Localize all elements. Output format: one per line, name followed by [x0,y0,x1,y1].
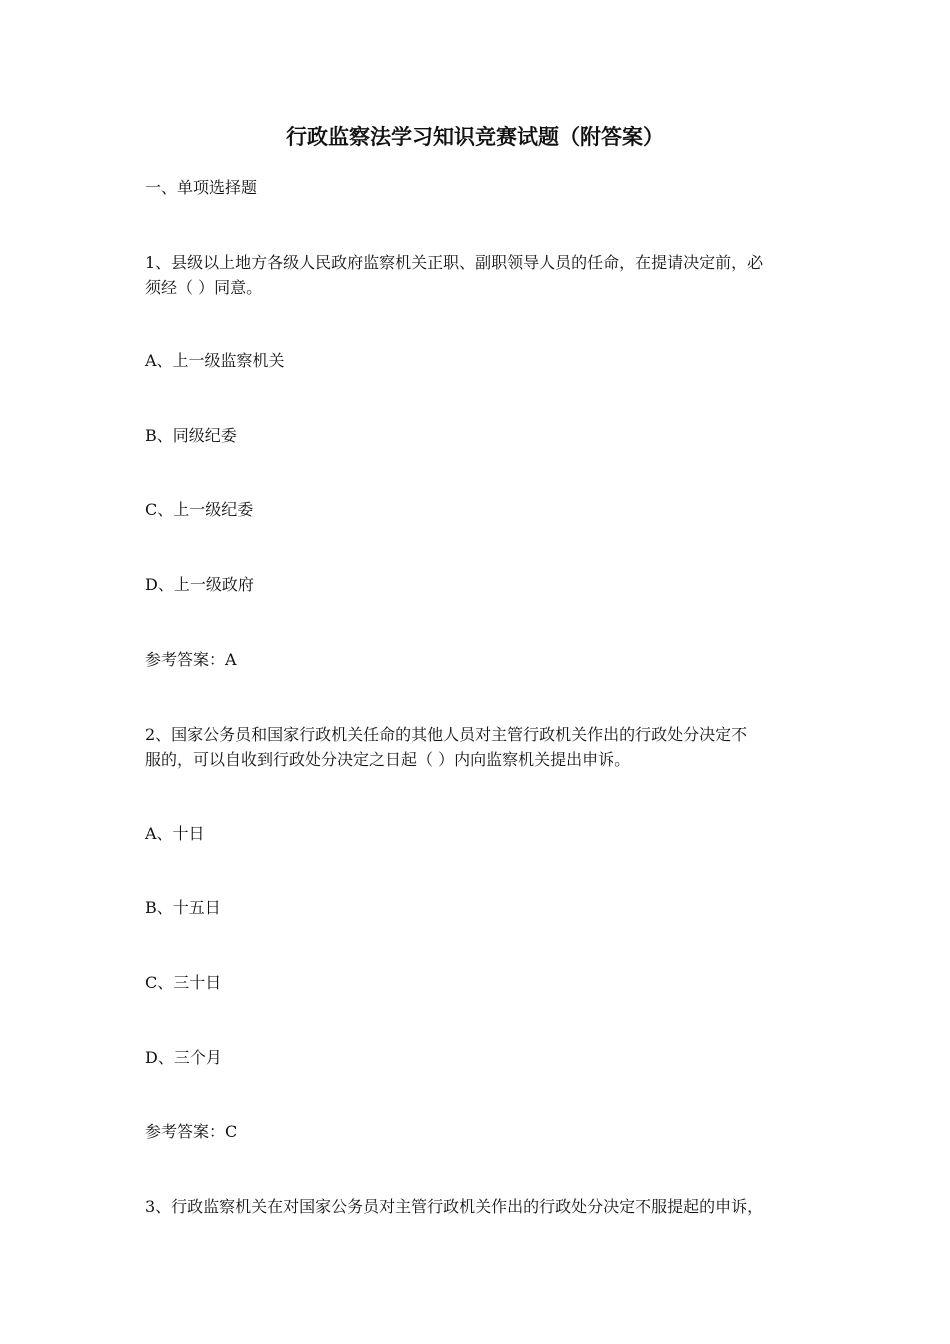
question-2-option-b: B、十五日 [145,898,221,917]
question-1-option-a: A、上一级监察机关 [145,351,285,370]
question-1-stem-line-2: 须经（ ）同意。 [145,278,263,297]
document-title: 行政监察法学习知识竞赛试题（附答案） [286,124,664,149]
question-2-option-a: A、十日 [145,824,205,843]
question-1-option-c: C、上一级纪委 [145,500,254,519]
question-2-stem-line-2: 服的，可以自收到行政处分决定之日起（ ）内向监察机关提出申诉。 [145,750,631,769]
question-2-option-d: D、三个月 [145,1048,222,1067]
question-2-stem-line-1: 2、国家公务员和国家行政机关任命的其他人员对主管行政机关作出的行政处分决定不 [145,725,748,744]
question-2-option-c: C、三十日 [145,973,222,992]
question-3-stem-line-1: 3、行政监察机关在对国家公务员对主管行政机关作出的行政处分决定不服提起的申诉， [145,1197,764,1216]
section-heading: 一、单项选择题 [145,178,258,197]
question-1-option-d: D、上一级政府 [145,575,254,594]
question-1-answer: 参考答案：A [145,650,237,669]
question-2-answer: 参考答案：C [145,1122,238,1141]
question-1-option-b: B、同级纪委 [145,426,237,445]
question-1-stem-line-1: 1、县级以上地方各级人民政府监察机关正职、副职领导人员的任命，在提请决定前，必 [145,253,764,272]
